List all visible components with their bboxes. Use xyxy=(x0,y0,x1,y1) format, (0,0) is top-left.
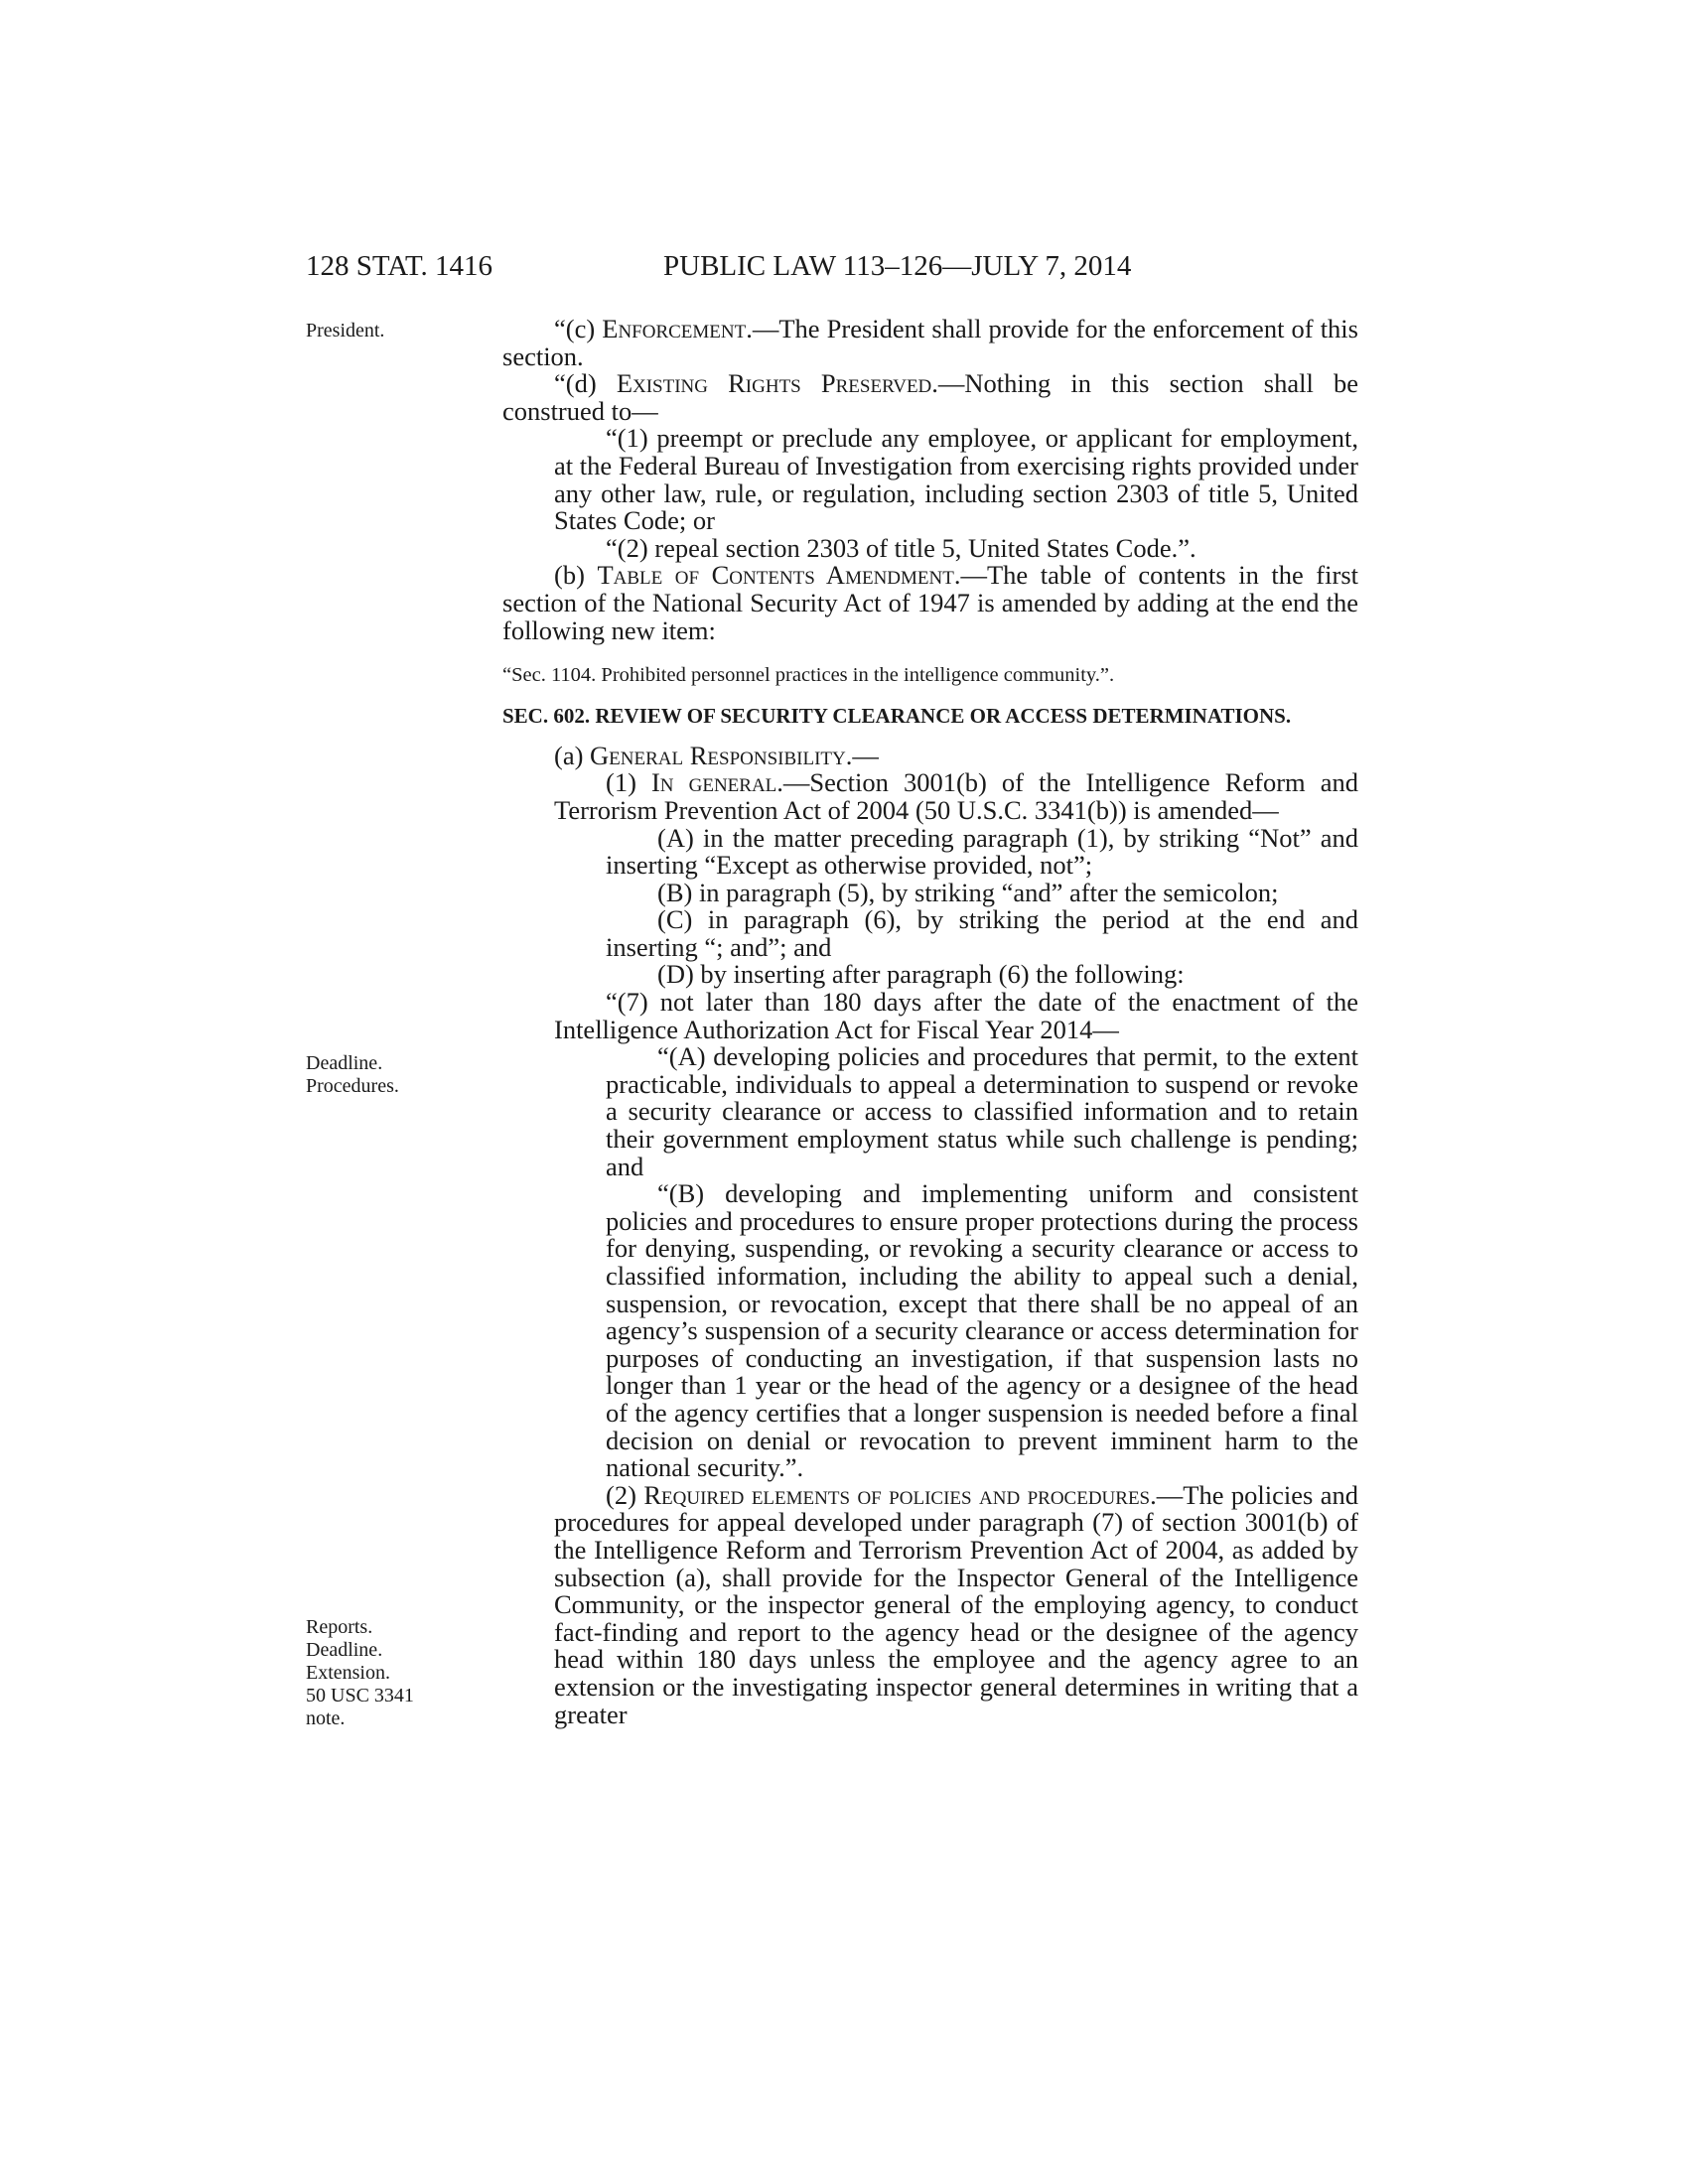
margin-note-line: note. xyxy=(306,1707,346,1729)
subsection-b: (b) Table of Contents Amendment.—The table of contents in the first section of the National Security Act of 1947 is amended by adding at the end the following new item: xyxy=(502,560,1358,645)
subsection-c: “(c) Enforcement.—The President shall provide for the enforcement of this section. xyxy=(502,314,1358,371)
inserted-subparagraph-A: “(A) developing policies and procedures that permit, to the extent practicable, individuals to appeal a determination to suspend or revoke a security clearance or access to classified information and to retain their government employment status while such challenge is pending; and xyxy=(606,1041,1358,1181)
clause-B: (B) in paragraph (5), by striking “and” after the semicolon; xyxy=(657,877,1279,907)
margin-note-line: President. xyxy=(306,320,385,341)
margin-note-line: Procedures. xyxy=(306,1075,399,1097)
paragraph-heading: In general. xyxy=(650,767,783,798)
margin-note-line: Deadline. xyxy=(306,1052,383,1074)
inserted-subparagraph-B: “(B) developing and implementing uniform and consistent policies and procedures to ensure proper protections during the process for denying, suspending, or revoking a security clearance or access to classified information, including the ability to appeal such a denial, suspension, or revocation, except that there shall be no appeal of an agency’s suspension of a security clearance or access determination for purposes of conducting an investigation, if that suspension lasts no longer than 1 year or the head of the agency or a designee of the head of the agency certifies that a longer suspension is needed before a final decision on denial or revocation to prevent imminent harm to the national security.”. xyxy=(606,1178,1358,1483)
stat-page-number: 128 STAT. 1416 xyxy=(306,250,493,282)
page-header xyxy=(306,250,1358,290)
margin-note-deadline-procedures xyxy=(306,1052,445,1098)
margin-note-president xyxy=(306,320,445,342)
clause-D: (D) by inserting after paragraph (6) the following: xyxy=(657,959,1185,990)
toc-item: “Sec. 1104. Prohibited personnel practices in the intelligence community.”. xyxy=(502,664,1115,687)
margin-note-reports xyxy=(306,1616,445,1730)
clause-A: (A) in the matter preceding paragraph (1), by striking “Not” and inserting “Except as otherwise provided, not”; xyxy=(606,822,1358,881)
paragraph-d2: “(2) repeal section 2303 of title 5, United States Code.”. xyxy=(606,532,1196,563)
subsection-a: (a) General Responsibility.— xyxy=(554,740,879,770)
section-heading: SEC. 602. REVIEW OF SECURITY CLEARANCE OR ACCESS DETERMINATIONS. xyxy=(502,703,1292,728)
subsection-heading: Enforcement. xyxy=(602,314,753,343)
margin-note-line: Extension. xyxy=(306,1662,390,1684)
clause-C: (C) in paragraph (6), by striking the period at the end and inserting “; and”; and xyxy=(606,904,1358,962)
subsection-heading: General Responsibility. xyxy=(590,740,853,770)
subsection-d: “(d) Existing Rights Preserved.—Nothing in this section shall be construed to— xyxy=(502,368,1358,426)
paragraph-d1: “(1) preempt or preclude any employee, or applicant for employment, at the Federal Bureau of Investigation from exercising rights provided under any other law, rule, or regulation, including section 2303 of title 5, United States Code; or xyxy=(554,423,1358,536)
subsection-heading: Table of Contents Amendment. xyxy=(597,560,961,591)
paragraph-a2: (2) Required elements of policies and procedures.—The policies and procedures for appeal developed under paragraph (7) of section 3001(b) of the Intelligence Reform and Terrorism Prevention Act of 2004, as added by subsection (a), shall provide for the Inspector General of the Intelligence Community, or the inspector general of the employing agency, to conduct fact-finding and report to the agency head or the designee of the agency head within 180 days unless the employee and the agency agree to an extension or the investigating inspector general determines in writing that a greater xyxy=(554,1479,1359,1729)
subsection-heading: Existing Rights Preserved. xyxy=(616,368,938,399)
inserted-paragraph-7: “(7) not later than 180 days after the date of the enactment of the Intelligence Authorization Act for Fiscal Year 2014— xyxy=(554,987,1358,1044)
document-body xyxy=(502,316,1358,1728)
margin-note-line: Deadline. xyxy=(306,1639,383,1661)
paragraph-a1: (1) In general.—Section 3001(b) of the Intelligence Reform and Terrorism Prevention Act of 2004 (50 U.S.C. 3341(b)) is amended— xyxy=(554,767,1358,825)
law-title: PUBLIC LAW 113–126—JULY 7, 2014 xyxy=(663,250,1132,282)
paragraph-heading: Required elements of policies and procedures. xyxy=(643,1479,1157,1510)
margin-note-line: 50 USC 3341 xyxy=(306,1685,414,1706)
margin-note-line: Reports. xyxy=(306,1616,373,1638)
